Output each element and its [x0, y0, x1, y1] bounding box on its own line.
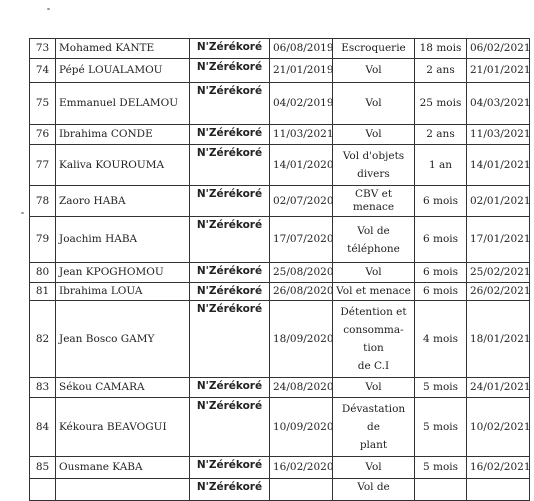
offense-line: Vol et menace [336, 285, 411, 297]
table-row [30, 457, 530, 479]
row-number [30, 479, 56, 501]
offense-cell [333, 378, 415, 398]
detainee-name: Zaoro HABA [56, 186, 190, 217]
detainee-name: Jean KPOGHOMOU [56, 263, 190, 283]
location-cell: N'Zérékoré [190, 398, 270, 457]
incarceration-date: 24/08/2020 [270, 378, 333, 398]
location-cell: N'Zérékoré [190, 217, 270, 263]
incarceration-date: 14/01/2020 [270, 145, 333, 186]
offense-cell [333, 283, 415, 301]
offense-line: de C.I [357, 360, 390, 372]
detainee-name: Kékoura BEAVOGUI [56, 398, 190, 457]
incarceration-date: 04/02/2019 [270, 83, 333, 125]
location-cell: N'Zérékoré [190, 186, 270, 217]
incarceration-date [270, 479, 333, 501]
offense-line: Vol de [357, 224, 390, 237]
location-cell: N'Zérékoré [190, 301, 270, 378]
sentence-cell: 5 mois [415, 457, 467, 479]
location-cell: N'Zérékoré [190, 457, 270, 479]
row-number: 82 [30, 301, 56, 378]
incarceration-date: 06/08/2019 [270, 39, 333, 59]
incarceration-date: 16/02/2020 [270, 457, 333, 479]
sentence-cell: 1 an [415, 145, 467, 186]
location-cell: N'Zérékoré [190, 283, 270, 301]
offense-cell [333, 125, 415, 145]
location-cell: N'Zérékoré [190, 125, 270, 145]
offense-line: Vol d'objets [342, 150, 405, 162]
offense-line: Vol [365, 266, 382, 278]
sentence-cell: 4 mois [415, 301, 467, 378]
offense-line: Vol [365, 64, 382, 76]
row-number: 75 [30, 83, 56, 125]
release-date: 14/01/2021 [467, 145, 530, 186]
offense-cell [333, 145, 415, 186]
offense-cell [333, 83, 415, 125]
table-row [30, 283, 530, 301]
sentence-cell: 6 mois [415, 263, 467, 283]
incarceration-date: 26/08/2020 [270, 283, 333, 301]
detainee-name: Pépé LOUALAMOU [56, 59, 190, 83]
release-date: 06/02/2021 [467, 39, 530, 59]
offense-line: Escroquerie [341, 42, 406, 54]
row-number: 79 [30, 217, 56, 263]
sentence-cell: 2 ans [415, 125, 467, 145]
release-date: 21/01/2021 [467, 59, 530, 83]
location-cell: N'Zérékoré [190, 39, 270, 59]
release-date: 25/02/2021 [467, 263, 530, 283]
sentence-cell: 5 mois [415, 398, 467, 457]
row-number: 81 [30, 283, 56, 301]
release-date: 04/03/2021 [467, 83, 530, 125]
table-body [30, 39, 530, 501]
row-number: 76 [30, 125, 56, 145]
offense-cell [333, 39, 415, 59]
release-date [467, 479, 530, 501]
release-date: 18/01/2021 [467, 301, 530, 378]
table-row [30, 145, 530, 186]
offense-cell [333, 263, 415, 283]
release-date: 17/01/2021 [467, 217, 530, 263]
offense-cell [333, 59, 415, 83]
row-number: 73 [30, 39, 56, 59]
detainee-name: Ibrahima CONDE [56, 125, 190, 145]
sentence-cell [415, 479, 467, 501]
row-number: 83 [30, 378, 56, 398]
incarceration-date: 18/09/2020 [270, 301, 333, 378]
release-date: 10/02/2021 [467, 398, 530, 457]
table-row [30, 83, 530, 125]
offense-cell [333, 301, 415, 378]
location-cell: N'Zérékoré [190, 378, 270, 398]
table-row [30, 186, 530, 217]
detainee-name: Ousmane KABA [56, 457, 190, 479]
row-number: 85 [30, 457, 56, 479]
row-number: 74 [30, 59, 56, 83]
row-number: 78 [30, 186, 56, 217]
row-number: 80 [30, 263, 56, 283]
sentence-cell: 5 mois [415, 378, 467, 398]
detainee-name: Jean Bosco GAMY [56, 301, 190, 378]
offense-line: plant [359, 439, 388, 451]
detainee-name: Ibrahima LOUA [56, 283, 190, 301]
offense-line: Vol [365, 381, 382, 393]
table-row [30, 479, 530, 501]
sentence-cell: 25 mois [415, 83, 467, 125]
offense-line: Vol [365, 128, 382, 140]
incarceration-date: 11/03/2021 [270, 125, 333, 145]
table-row [30, 217, 530, 263]
table-row [30, 378, 530, 398]
table-row [30, 398, 530, 457]
scan-speck [47, 8, 50, 10]
table-row [30, 39, 530, 59]
row-number: 77 [30, 145, 56, 186]
detainee-name: Kaliva KOUROUMA [56, 145, 190, 186]
scan-speck [21, 212, 24, 214]
offense-line: Vol [365, 461, 382, 473]
incarceration-date: 02/07/2020 [270, 186, 333, 217]
offense-cell [333, 217, 415, 263]
release-date: 16/02/2021 [467, 457, 530, 479]
sentence-cell: 6 mois [415, 186, 467, 217]
table-row [30, 301, 530, 378]
release-date: 11/03/2021 [467, 125, 530, 145]
offense-line: CBV et menace [352, 188, 395, 213]
offense-line: téléphone [347, 242, 400, 255]
release-date: 24/01/2021 [467, 378, 530, 398]
sentence-cell: 6 mois [415, 217, 467, 263]
incarceration-date: 17/07/2020 [270, 217, 333, 263]
incarceration-date: 10/09/2020 [270, 398, 333, 457]
sentence-cell: 2 ans [415, 59, 467, 83]
release-date: 02/01/2021 [467, 186, 530, 217]
detainee-name: Sékou CAMARA [56, 378, 190, 398]
offense-line: Vol [365, 97, 382, 109]
offense-line: Détention et [340, 306, 407, 318]
offense-cell [333, 479, 415, 501]
location-cell: N'Zérékoré [190, 145, 270, 186]
offense-line: Vol de [357, 481, 390, 493]
offense-line: Dévastation de [341, 403, 406, 433]
release-date: 26/02/2021 [467, 283, 530, 301]
detainee-name: Joachim HABA [56, 217, 190, 263]
sentence-cell: 18 mois [415, 39, 467, 59]
row-number: 84 [30, 398, 56, 457]
offense-line: consomma-tion [343, 324, 404, 354]
incarceration-date: 25/08/2020 [270, 263, 333, 283]
detainee-table [29, 38, 530, 501]
offense-cell [333, 186, 415, 217]
detainee-name: Emmanuel DELAMOU [56, 83, 190, 125]
offense-cell [333, 457, 415, 479]
location-cell: N'Zérékoré [190, 263, 270, 283]
detainee-name: Mohamed KANTE [56, 39, 190, 59]
table-row [30, 59, 530, 83]
detainee-name [56, 479, 190, 501]
offense-line: divers [357, 168, 390, 180]
table-row [30, 263, 530, 283]
offense-cell [333, 398, 415, 457]
sentence-cell: 6 mois [415, 283, 467, 301]
location-cell: N'Zérékoré [190, 479, 270, 501]
incarceration-date: 21/01/2019 [270, 59, 333, 83]
table-row [30, 125, 530, 145]
location-cell: N'Zérékoré [190, 83, 270, 125]
location-cell: N'Zérékoré [190, 59, 270, 83]
